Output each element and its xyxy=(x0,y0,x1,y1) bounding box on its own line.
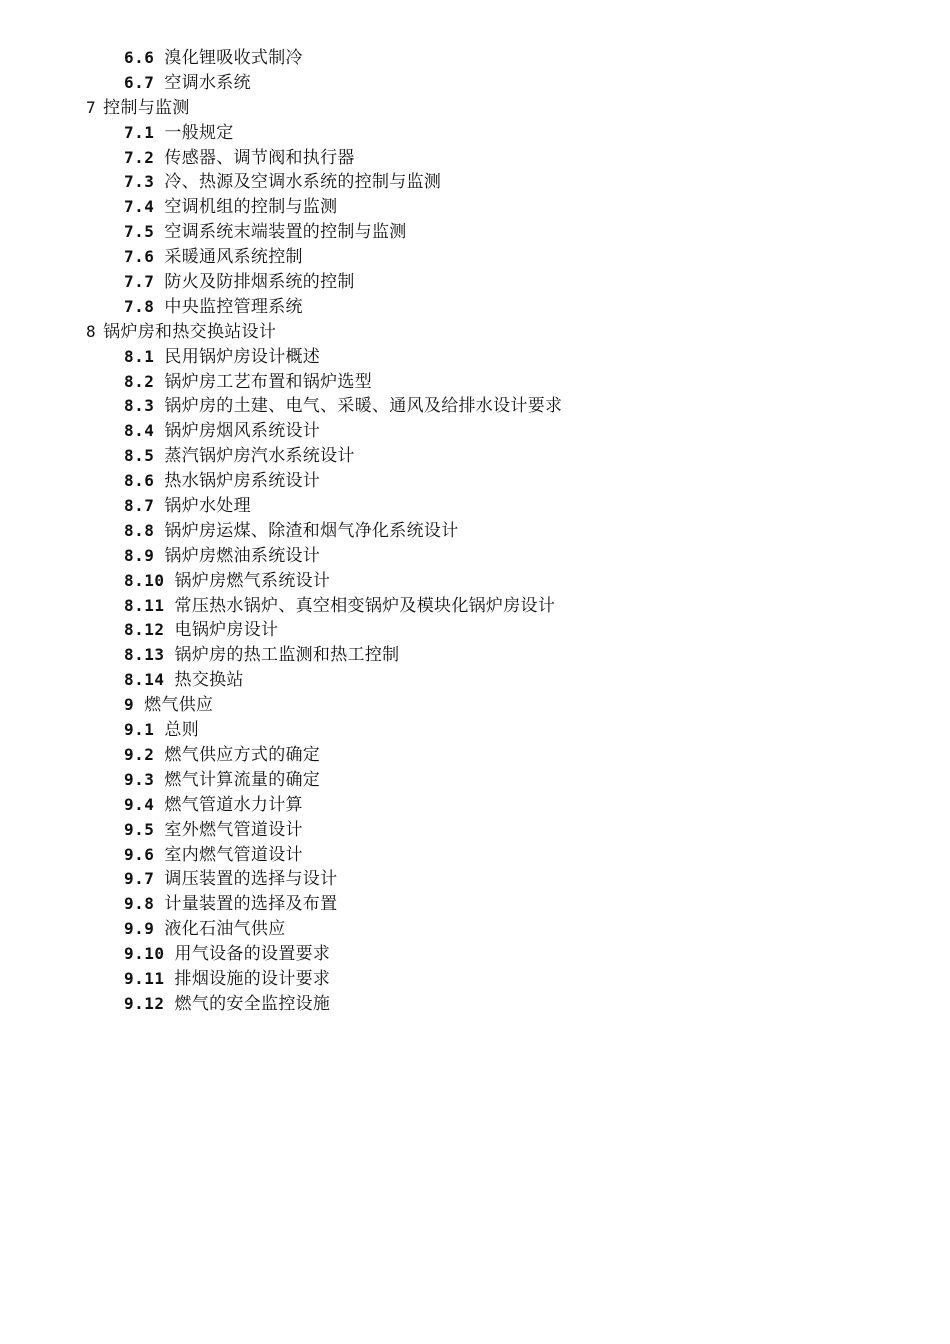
toc-entry-title: 计量装置的选择及布置 xyxy=(164,894,338,915)
toc-section-entry xyxy=(0,643,950,668)
toc-entry-number: 7.4 xyxy=(124,197,155,217)
toc-entry-number: 9.4 xyxy=(124,794,155,814)
toc-section-entry xyxy=(0,419,950,444)
toc-entry-title: 液化石油气供应 xyxy=(164,919,286,940)
toc-entry-title: 热水锅炉房系统设计 xyxy=(164,471,321,492)
toc-entry-number: 9.12 xyxy=(124,993,165,1013)
toc-section-entry xyxy=(0,370,950,395)
toc-section-entry xyxy=(0,444,950,469)
toc-section-entry xyxy=(0,295,950,320)
toc-entry-title: 燃气供应方式的确定 xyxy=(164,744,321,765)
toc-entry-number: 9.8 xyxy=(124,894,155,914)
toc-entry-title: 锅炉水处理 xyxy=(164,496,251,517)
toc-entry-title: 燃气计算流量的确定 xyxy=(164,769,321,790)
toc-entry-title: 采暖通风系统控制 xyxy=(164,247,303,268)
toc-section-entry xyxy=(0,867,950,892)
toc-section-entry xyxy=(0,942,950,967)
table-of-contents xyxy=(0,46,950,1017)
toc-section-entry xyxy=(0,146,950,171)
toc-entry-title: 空调水系统 xyxy=(164,72,251,93)
toc-entry-number: 8.7 xyxy=(124,496,155,516)
toc-entry-title: 中央监控管理系统 xyxy=(164,296,303,317)
toc-section-entry xyxy=(0,992,950,1017)
toc-entry-title: 冷、热源及空调水系统的控制与监测 xyxy=(164,172,442,193)
toc-entry-title: 燃气的安全监控设施 xyxy=(174,993,331,1014)
toc-entry-title: 锅炉房烟风系统设计 xyxy=(164,421,321,442)
toc-section-entry xyxy=(0,967,950,992)
toc-entry-title: 空调系统末端装置的控制与监测 xyxy=(164,222,407,243)
toc-section-entry xyxy=(0,843,950,868)
toc-entry-number: 9 xyxy=(124,695,135,715)
toc-entry-number: 8.13 xyxy=(124,645,165,665)
toc-section-entry xyxy=(0,544,950,569)
toc-entry-number: 8.10 xyxy=(124,570,165,590)
toc-entry-title: 排烟设施的设计要求 xyxy=(174,968,331,989)
toc-entry-title: 锅炉房燃油系统设计 xyxy=(164,545,321,566)
toc-entry-number: 8.5 xyxy=(124,446,155,466)
toc-entry-title: 锅炉房工艺布置和锅炉选型 xyxy=(164,371,373,392)
toc-entry-title: 调压装置的选择与设计 xyxy=(164,869,338,890)
toc-entry-title: 锅炉房运煤、除渣和烟气净化系统设计 xyxy=(164,520,459,541)
toc-entry-title: 燃气供应 xyxy=(144,695,214,716)
toc-entry-title: 控制与监测 xyxy=(103,97,190,118)
toc-section-entry xyxy=(0,594,950,619)
toc-entry-number: 8 xyxy=(86,321,97,341)
toc-entry-title: 室内燃气管道设计 xyxy=(164,844,303,865)
toc-section-entry xyxy=(0,743,950,768)
toc-entry-title: 民用锅炉房设计概述 xyxy=(164,346,321,367)
toc-entry-number: 9.11 xyxy=(124,968,165,988)
toc-entry-number: 7.3 xyxy=(124,172,155,192)
toc-entry-number: 8.2 xyxy=(124,371,155,391)
toc-entry-number: 9.3 xyxy=(124,769,155,789)
toc-entry-number: 9.7 xyxy=(124,869,155,889)
toc-section-entry xyxy=(0,469,950,494)
toc-entry-number: 7.2 xyxy=(124,147,155,167)
toc-section-entry xyxy=(0,345,950,370)
toc-entry-number: 9.2 xyxy=(124,744,155,764)
toc-section-entry xyxy=(0,170,950,195)
toc-entry-number: 6.7 xyxy=(124,72,155,92)
toc-entry-number: 8.1 xyxy=(124,346,155,366)
toc-entry-number: 8.14 xyxy=(124,670,165,690)
toc-entry-title: 一般规定 xyxy=(164,122,234,143)
toc-section-entry xyxy=(0,618,950,643)
toc-chapter-entry xyxy=(0,96,950,121)
toc-entry-number: 7.8 xyxy=(124,296,155,316)
toc-entry-number: 7.5 xyxy=(124,222,155,242)
toc-section-entry xyxy=(0,569,950,594)
toc-entry-title: 锅炉房的热工监测和热工控制 xyxy=(174,645,400,666)
toc-section-entry xyxy=(0,220,950,245)
toc-section-entry xyxy=(0,917,950,942)
toc-section-entry xyxy=(0,71,950,96)
toc-entry-title: 防火及防排烟系统的控制 xyxy=(164,272,355,293)
toc-entry-number: 7.1 xyxy=(124,122,155,142)
toc-entry-number: 9.5 xyxy=(124,819,155,839)
toc-entry-number: 6.6 xyxy=(124,48,155,67)
toc-section-entry xyxy=(0,121,950,146)
toc-entry-title: 室外燃气管道设计 xyxy=(164,819,303,840)
toc-section-entry xyxy=(0,668,950,693)
toc-section-entry xyxy=(0,519,950,544)
toc-entry-number: 8.6 xyxy=(124,471,155,491)
toc-entry-title: 总则 xyxy=(164,720,200,741)
toc-entry-title: 空调机组的控制与监测 xyxy=(164,197,338,218)
toc-section-entry xyxy=(0,394,950,419)
toc-section-entry xyxy=(0,892,950,917)
toc-entry-number: 8.11 xyxy=(124,595,165,615)
toc-entry-title: 燃气管道水力计算 xyxy=(164,794,303,815)
toc-entry-number: 8.3 xyxy=(124,396,155,416)
toc-entry-number: 8.8 xyxy=(124,520,155,540)
toc-section-entry xyxy=(0,494,950,519)
toc-entry-number: 8.12 xyxy=(124,620,165,640)
toc-section-entry xyxy=(0,693,950,718)
toc-entry-title: 电锅炉房设计 xyxy=(174,620,279,641)
toc-entry-number: 9.6 xyxy=(124,844,155,864)
toc-section-entry xyxy=(0,768,950,793)
toc-entry-number: 8.9 xyxy=(124,545,155,565)
toc-entry-number: 7.7 xyxy=(124,272,155,292)
toc-entry-title: 传感器、调节阀和执行器 xyxy=(164,147,355,168)
toc-section-entry xyxy=(0,245,950,270)
toc-section-entry xyxy=(0,46,950,71)
toc-entry-title: 蒸汽锅炉房汽水系统设计 xyxy=(164,446,355,467)
toc-section-entry xyxy=(0,195,950,220)
toc-entry-number: 9.9 xyxy=(124,919,155,939)
toc-entry-title: 常压热水锅炉、真空相变锅炉及模块化锅炉房设计 xyxy=(174,595,556,616)
toc-entry-title: 热交换站 xyxy=(174,670,244,691)
toc-entry-number: 7.6 xyxy=(124,247,155,267)
toc-entry-title: 锅炉房和热交换站设计 xyxy=(103,321,277,342)
toc-entry-title: 溴化锂吸收式制冷 xyxy=(164,48,303,68)
toc-entry-number: 7 xyxy=(86,97,97,117)
toc-section-entry xyxy=(0,818,950,843)
toc-section-entry xyxy=(0,718,950,743)
toc-entry-number: 9.1 xyxy=(124,720,155,740)
toc-entry-title: 用气设备的设置要求 xyxy=(174,944,331,965)
toc-entry-title: 锅炉房燃气系统设计 xyxy=(174,570,331,591)
toc-entry-number: 8.4 xyxy=(124,421,155,441)
toc-entry-title: 锅炉房的土建、电气、采暖、通风及给排水设计要求 xyxy=(164,396,563,417)
toc-entry-number: 9.10 xyxy=(124,944,165,964)
toc-chapter-entry xyxy=(0,320,950,345)
toc-section-entry xyxy=(0,793,950,818)
toc-section-entry xyxy=(0,270,950,295)
